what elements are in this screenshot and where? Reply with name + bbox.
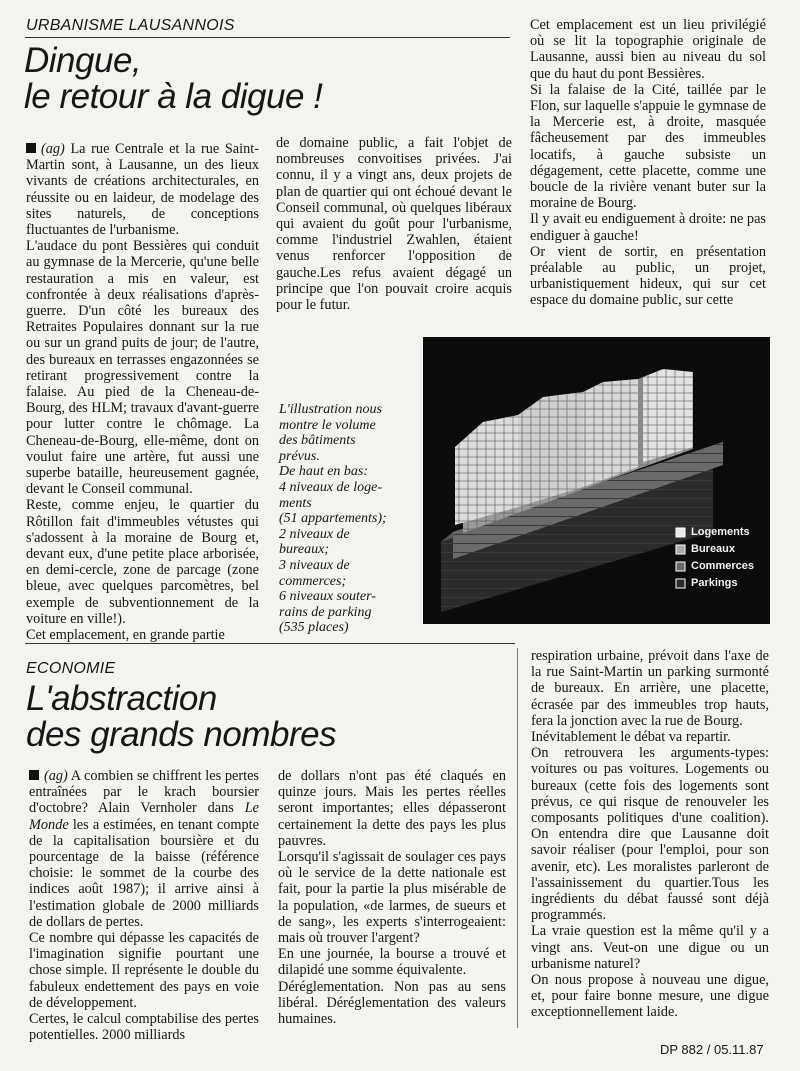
caption-line: 6 niveaux souter- bbox=[279, 589, 376, 605]
legend-item-parkings: Parkings bbox=[691, 577, 738, 589]
article1-paragraph: L'audace du pont Bessières qui conduit au gymnase de la Mercerie, qu'une belle restauration a mis en valeur, est confrontée à deux réalisations d'après-guerre. D'un côté les bureaux des Retraites Populaires donnant sur la rue ou sur un grand puits de jour; de l'autre, des bureaux en terrasses engazonnées se retirant progressivement contre la falaise. Au pied de la Cheneau-de-Bourg, des HLM; travaux d'avant-guerre pour lutter contre le chômage. La Cheneau-de-Bourg, elle-même, dont on voulut faire une artère, fut aussi une superbe bataille, heureusement gagnée, devant le Conseil communal. bbox=[26, 238, 259, 498]
article2-column-1 bbox=[29, 768, 259, 1043]
article2-column-2 bbox=[278, 768, 506, 1027]
paragraph-text: A combien se chiffrent les pertes entraînées par le krach boursier d'octobre? Alain Vernholer dans bbox=[29, 768, 259, 817]
article1-paragraph: Si la falaise de la Cité, taillée par le Flon, sur laquelle s'appuie le gymnase de la Mercerie est, à droite, masquée fâcheusement par des immeubles locatifs, à gauche subsiste un dégagement, cette placette, comme une boucle de la rivière venant buter sur la moraine de Bourg. bbox=[530, 81, 766, 212]
caption-line: commerces; bbox=[279, 573, 347, 589]
caption-line: De haut en bas: bbox=[279, 464, 369, 480]
article1-rubric: URBANISME LAUSANNOIS bbox=[26, 17, 235, 34]
article1-paragraph: La vraie question est la même qu'il y a vingt ans. Veut-on une digue ou un urbanisme naturel? bbox=[531, 923, 769, 972]
caption-line: ments bbox=[279, 495, 312, 511]
byline: (ag) bbox=[41, 141, 65, 157]
article1-top-rule bbox=[25, 37, 510, 38]
caption-line: montre le volume bbox=[279, 417, 376, 433]
caption-line: 3 niveaux de bbox=[279, 557, 350, 573]
issue-footer: DP 882 / 05.11.87 bbox=[660, 1042, 764, 1057]
article2-paragraph: Lorsqu'il s'agissait de soulager ces pays où le service de la dette nationale est fait, pour la partie la plus misérable de la population, «de larmes, de sueurs et de sang», les experts s'interrogeaient: mais où trouver l'argent? bbox=[278, 849, 506, 947]
article1-paragraph: On retrouvera les arguments-types: voitures ou pas voitures. Logements ou bureaux (cette fois des logements sont prévus, ce qui risque de renouveler les composants politiques d'une coalition). On entendra dire que Lausanne doit savoir réaliser (pour l'emploi, pour son avenir, etc). Les moralistes parleront de l'assainissement du quartier.Tous les ingrédients du débat faussé sont déjà programmés. bbox=[531, 745, 769, 924]
article2-rubric: ECONOMIE bbox=[26, 660, 116, 677]
article1-headline-line2: le retour à la digue ! bbox=[24, 77, 323, 116]
article1-continuation-column bbox=[531, 648, 769, 1021]
article1-headline-line1: Dingue, bbox=[24, 41, 142, 80]
article1-paragraph: Or vient de sortir, en présentation préalable au public, un projet, urbanistiquement hideux, qui sur cet espace du domaine public, sur cette bbox=[530, 243, 766, 309]
caption-line: (535 places) bbox=[279, 620, 349, 636]
legend-labels bbox=[691, 524, 754, 592]
article2-paragraph: Déréglementation. Non pas au sens libéral. Déréglementation des valeurs humaines. bbox=[278, 978, 506, 1028]
article1-paragraph: respiration urbaine, prévoit dans l'axe de la rue Saint-Martin un parking surmonté de bureaux. En arrière, une placette, écrasée par des immeubles trop hauts, fera la jonction avec la rue de Bourg. bbox=[531, 648, 769, 729]
article1-paragraph bbox=[26, 141, 259, 238]
caption-line: des bâtiments bbox=[279, 433, 356, 449]
article1-paragraph: Cet emplacement, en grande partie bbox=[26, 627, 225, 644]
legend-item-logements: Logements bbox=[691, 526, 750, 538]
caption-line: 4 niveaux de loge- bbox=[279, 479, 383, 495]
legend-item-commerces: Commerces bbox=[691, 560, 754, 572]
caption-line: (51 appartements); bbox=[279, 511, 387, 527]
byline: (ag) bbox=[44, 768, 68, 784]
article2-paragraph: de dollars n'ont pas été claqués en quinze jours. Mais les pertes réelles seront importantes; elles dépasseront certainement la dette des pays les plus pauvres. bbox=[278, 768, 506, 849]
article1-column-1 bbox=[26, 141, 259, 643]
caption-line: bureaux; bbox=[279, 542, 330, 558]
article2-headline-line1: L'abstraction bbox=[26, 679, 217, 718]
paragraph-text: les a estimées, en tenant compte de la capitalisation boursière et du pourcentage de la baisse (référence choisie: le sommet de la courbe des indices août 1987); il arrive ainsi à l'estimation globale de 2000 milliards de dollars de pertes. bbox=[29, 816, 259, 930]
article2-headline-line2: des grands nombres bbox=[26, 715, 337, 754]
article-separator-rule bbox=[25, 643, 515, 644]
illustration-caption bbox=[279, 402, 419, 636]
article2-paragraph bbox=[29, 768, 259, 930]
paragraph-text: La rue Centrale et la rue Saint-Martin sont, à Lausanne, un des lieux vivants de créations architecturales, en réussite ou en laideur, de modelage des sites naturels, de conceptions fluctuantes de l'urbanisme. bbox=[26, 141, 259, 239]
newspaper-title: Le Monde bbox=[29, 800, 259, 833]
caption-line: 2 niveaux de bbox=[279, 526, 350, 542]
caption-line: rains de parking bbox=[279, 604, 372, 620]
article1-paragraph: Inévitablement le débat va repartir. bbox=[531, 729, 731, 746]
article1-column-3 bbox=[530, 17, 766, 309]
article2-headline bbox=[26, 681, 336, 753]
article1-paragraph: de domaine public, a fait l'objet de nombreuses convoitises privées. J'ai connu, il y a vingt ans, deux projets de plan de quartier qui ont échoué devant le Conseil communal, où quelques libéraux qui avaient du goût pour l'urbanisme, comme l'industriel Zwahlen, étaient venus renforcer l'opposition de gauche.Les refus avaient dégagé un principe que l'on pouvait croire acquis pour le futur. bbox=[276, 135, 512, 314]
article2-paragraph: En une journée, la bourse a trouvé et dilapidé une somme équivalente. bbox=[278, 946, 506, 979]
caption-line: L'illustration nous bbox=[279, 402, 382, 417]
legend-item-bureaux: Bureaux bbox=[691, 543, 736, 555]
article1-paragraph: Cet emplacement est un lieu privilégié où se lit la topographie originale de Lausanne, aussi bien au niveau du sol que du haut du pont Bessières. bbox=[530, 17, 766, 82]
building-volume-illustration bbox=[423, 337, 770, 624]
article2-paragraph: Certes, le calcul comptabilise des pertes potentielles. 2000 milliards bbox=[29, 1011, 259, 1044]
bullet-square-icon bbox=[29, 770, 39, 780]
article1-paragraph: On nous propose à nouveau une digue, et, pour faire bonne mesure, une digue exceptionnellement laide. bbox=[531, 972, 769, 1021]
article1-paragraph: Il y avait eu endiguement à droite: ne pas endiguer à gauche! bbox=[530, 211, 766, 244]
article1-column-2 bbox=[276, 135, 512, 313]
bullet-square-icon bbox=[26, 143, 36, 153]
article1-headline bbox=[24, 43, 322, 115]
legend bbox=[676, 528, 685, 588]
article1-paragraph: Reste, comme enjeu, le quartier du Rôtillon fait d'immeubles vétustes qui s'adossent à la moraine de Bourg et, devant eux, d'une petite place arborisée, en demi-cercle, zone de parcage (zone bleue, avec quelques parcomètres, bel exemple de subventionnement de la voiture en ville!). bbox=[26, 497, 259, 627]
caption-line: prévus. bbox=[279, 448, 320, 464]
column-divider-rule bbox=[517, 648, 518, 1028]
article2-paragraph: Ce nombre qui dépasse les capacités de l'imagination signifie pourtant une chose simple. Il représente le double du fabuleux endettement des pays en voie de développement. bbox=[29, 930, 259, 1011]
